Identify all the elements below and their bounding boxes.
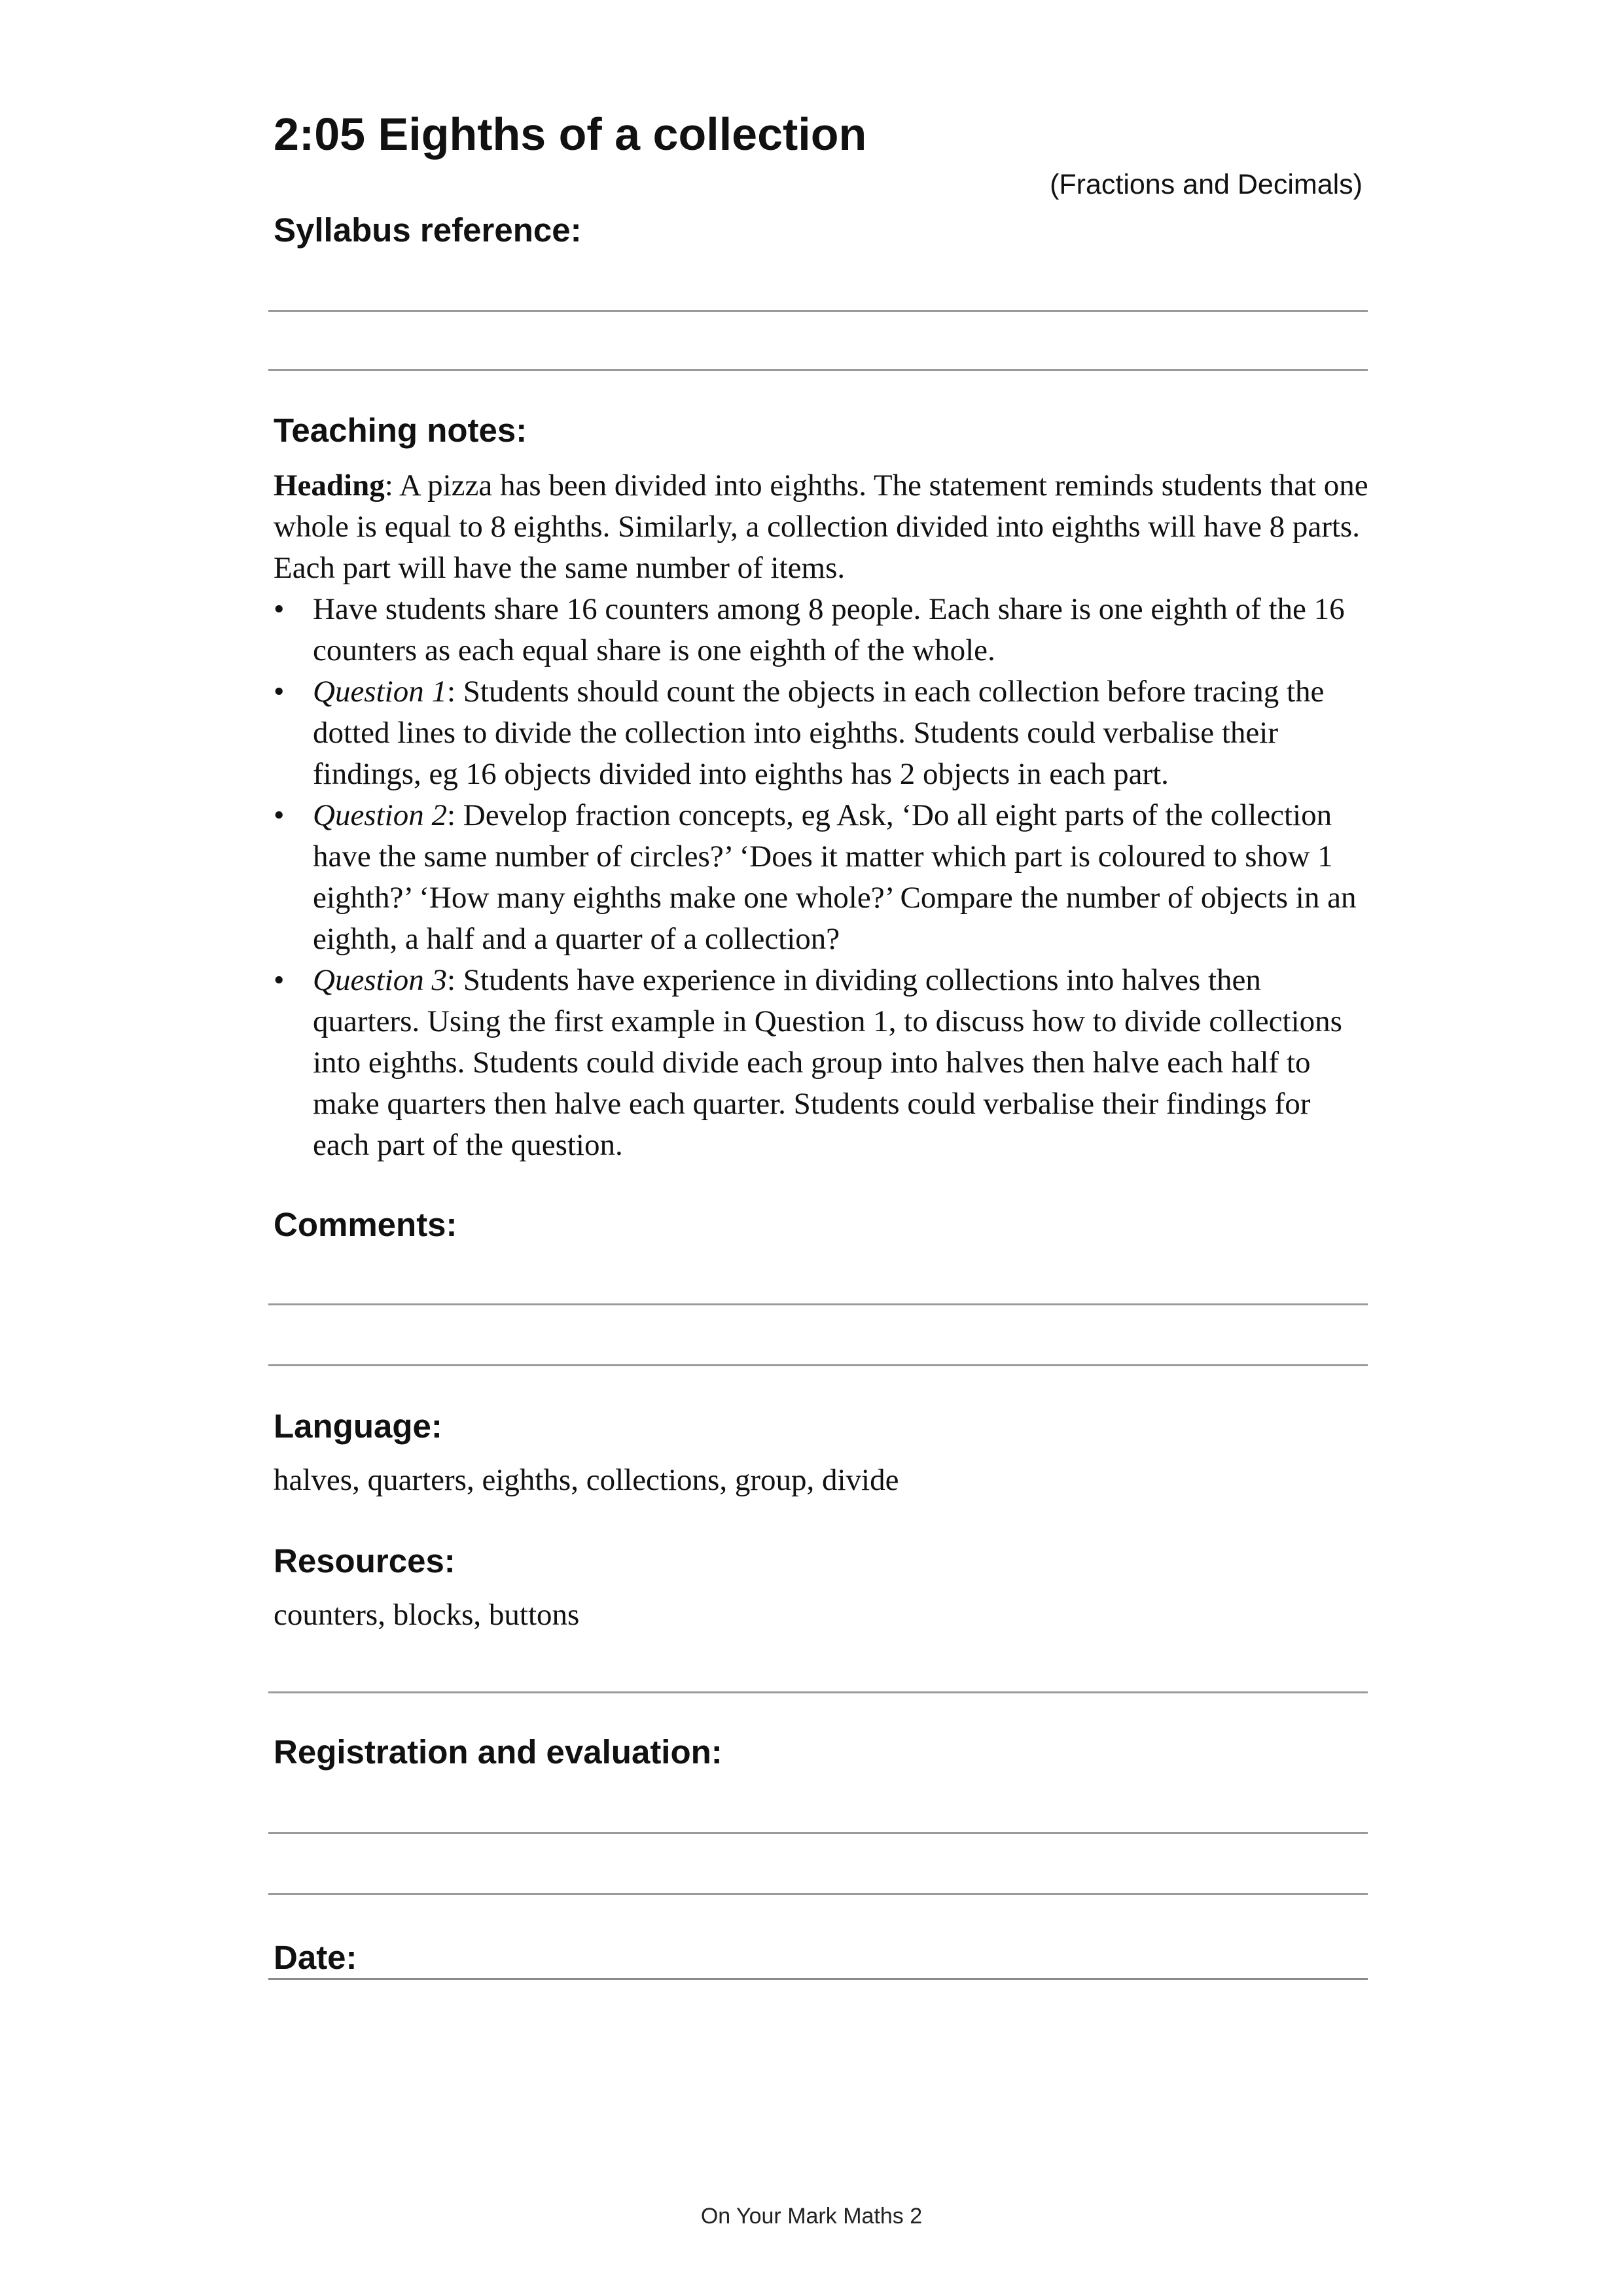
bullet: • — [274, 592, 285, 626]
bullet-text: : Students should count the objects in each collection before tracing the dotted lines to divide the collection into eighths. Students could verbalise their findings, eg 16 objects divided into eighths has 2 objects in each part. — [313, 675, 1325, 791]
heading-text: : A pizza has been divided into eighths. The statement reminds students that one whole is equal to 8 eighths. Similarly, a collection divided into eighths will have 8 parts. Each part will have the same number of items. — [274, 468, 1368, 585]
bullet: • — [274, 675, 285, 709]
page-subtitle: (Fractions and Decimals) — [1050, 169, 1363, 200]
bullet-label: Question 1 — [313, 675, 447, 709]
comments-line-2 — [268, 1364, 1368, 1366]
bullet-text: : Students have experience in dividing collections into halves then quarters. Using the first example in Question 1, to discuss how to divide collections into eighths. Students could divide each group into halves then halve each half to make quarters then halve each quarter. Students could verbalise their findings for each part of the question. — [313, 963, 1342, 1162]
comments-heading: Comments: — [274, 1206, 457, 1243]
language-heading: Language: — [274, 1407, 442, 1445]
registration-line-2 — [268, 1893, 1368, 1895]
syllabus-heading: Syllabus reference: — [274, 211, 582, 249]
resources-line — [268, 1691, 1368, 1693]
date-heading: Date: — [274, 1939, 357, 1976]
list-item — [274, 671, 1373, 795]
bullet-text: : Develop fraction concepts, eg Ask, ‘Do all eight parts of the collection have the same number of circles?’ ‘Does it matter which part is coloured to show 1 eighth?’ ‘How many eighths make one whole?’ Compare the number of objects in an eighth, a half and a quarter of a collection? — [313, 798, 1357, 956]
heading-label: Heading — [274, 468, 385, 503]
teaching-notes-body — [274, 465, 1373, 1166]
bullet: • — [274, 963, 285, 997]
page-footer: On Your Mark Maths 2 — [700, 2204, 923, 2229]
teaching-notes-list — [274, 589, 1373, 1166]
teaching-notes-heading: Teaching notes: — [274, 412, 527, 449]
registration-heading: Registration and evaluation: — [274, 1733, 722, 1771]
heading-paragraph — [274, 465, 1373, 589]
syllabus-line-2 — [268, 369, 1368, 371]
comments-line-1 — [268, 1303, 1368, 1305]
date-line — [268, 1978, 1368, 1980]
language-text: halves, quarters, eighths, collections, group, divide — [274, 1463, 899, 1497]
bullet: • — [274, 798, 285, 832]
page-title: 2:05 Eighths of a collection — [274, 109, 867, 160]
registration-line-1 — [268, 1832, 1368, 1834]
list-item — [274, 589, 1373, 671]
resources-heading: Resources: — [274, 1542, 455, 1580]
list-item — [274, 960, 1373, 1166]
resources-text: counters, blocks, buttons — [274, 1598, 580, 1632]
bullet-label: Question 3 — [313, 963, 447, 997]
syllabus-line-1 — [268, 310, 1368, 312]
bullet-label: Question 2 — [313, 798, 447, 832]
bullet-text: Have students share 16 counters among 8 people. Each share is one eighth of the 16 counters as each equal share is one eighth of the whole. — [313, 592, 1345, 667]
list-item — [274, 795, 1373, 960]
